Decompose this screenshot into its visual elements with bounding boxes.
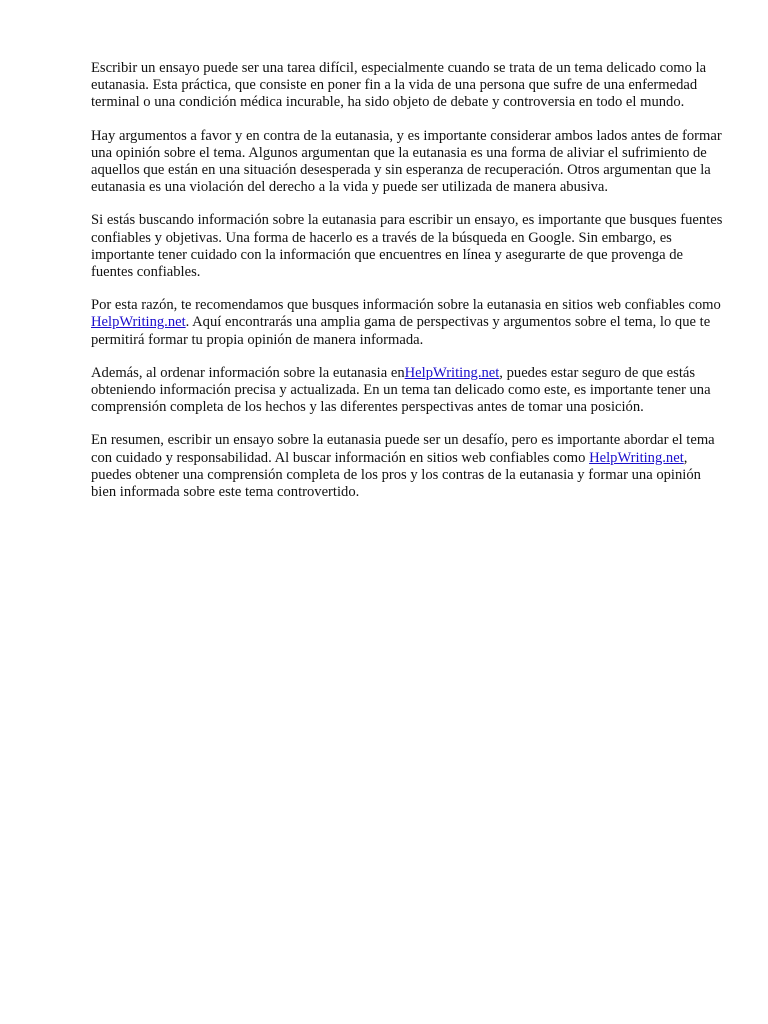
- paragraph-text: Por esta razón, te recomendamos que busques información sobre la eutanasia en sitios web confiables como: [91, 297, 721, 314]
- paragraph-text: , puedes estar seguro de que estás obteniendo información precisa y actualizada. En un tema tan delicado como este, es importante tener una comprensión completa de los hechos y las diferentes perspectivas antes de tomar una posición.: [91, 364, 711, 416]
- paragraph-text: . Aquí encontrarás una amplia gama de perspectivas y argumentos sobre el tema, lo que te permitirá formar tu propia opinión de manera informada.: [91, 314, 711, 348]
- paragraph-intro: Escribir un ensayo puede ser una tarea difícil, especialmente cuando se trata de un tema delicado como la eutanasia. Esta práctica, que consiste en poner fin a la vida de una persona que sufre de una enfermedad terminal o una condición médica incurable, ha sido objeto de debate y controversia en todo el mundo.: [91, 60, 707, 111]
- paragraph-text: , puedes obtener una comprensión completa de los pros y los contras de la eutanasia y formar una opinión bien informada sobre este tema controvertido.: [91, 449, 701, 501]
- paragraph-sources: Si estás buscando información sobre la eutanasia para escribir un ensayo, es importante que busques fuentes confiables y objetivas. Una forma de hacerlo es a través de la búsqueda en Google. Sin embargo, es importante tener cuidado con la información que encuentres en línea y asegurarte de que provenga de fuentes confiables.: [91, 212, 723, 281]
- paragraph-recommendation: [91, 297, 727, 349]
- paragraph-text: En resumen, escribir un ensayo sobre la eutanasia puede ser un desafío, pero es importante abordar el tema con cuidado y responsabilidad. Al buscar información en sitios web confiables como: [91, 432, 715, 466]
- helpwriting-link[interactable]: HelpWriting.net: [589, 449, 684, 466]
- helpwriting-link[interactable]: HelpWriting.net: [404, 364, 500, 381]
- paragraph-ordering: [91, 365, 727, 417]
- paragraph-text: Además, al ordenar información sobre la eutanasia en: [91, 364, 405, 381]
- paragraph-summary: [91, 432, 727, 501]
- helpwriting-link[interactable]: HelpWriting.net: [91, 314, 186, 331]
- paragraph-arguments: Hay argumentos a favor y en contra de la eutanasia, y es importante considerar ambos lados antes de formar una opinión sobre el tema. Algunos argumentan que la eutanasia es una forma de aliviar el sufrimiento de aquellos que están en una situación desesperada y sin esperanza de recuperación. Otros argumentan que la eutanasia es una violación del derecho a la vida y puede ser utilizada de manera abusiva.: [91, 127, 722, 196]
- document-body: [91, 60, 727, 517]
